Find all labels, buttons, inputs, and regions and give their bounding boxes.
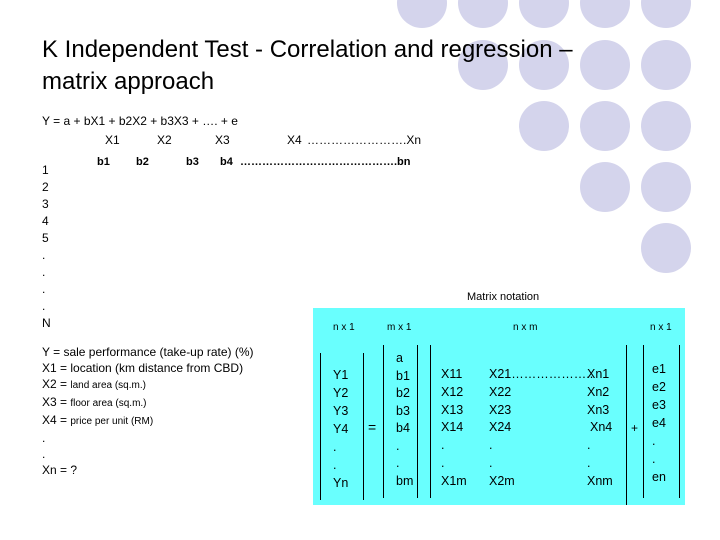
row-number-list (42, 162, 51, 332)
y-cell: Yn (333, 476, 349, 490)
b-cell: b2 (396, 386, 410, 400)
x-cell: . (441, 438, 445, 453)
x-header: X1 (105, 133, 120, 147)
definition-x1: X1 = location (km distance from CBD) (42, 361, 244, 375)
x-cell: Xn3 (587, 402, 610, 417)
variable-definitions (42, 344, 254, 478)
title-line-1: K Independent Test - Correlation and regression – (42, 36, 573, 63)
definition-y: Y = sale performance (take-up rate) (%) (42, 345, 254, 359)
y-cell: . (333, 458, 337, 472)
bracket-line (430, 345, 431, 498)
x-cell: Xn4 (590, 420, 613, 435)
bracket-line (679, 345, 680, 498)
plus-sign: + (631, 421, 639, 435)
x-header: …………………….Xn (307, 133, 422, 147)
e-vector (652, 360, 666, 486)
b-cell: b1 (396, 368, 410, 383)
x-cell: X13 (441, 402, 464, 417)
bracket-line (363, 353, 364, 500)
x-cell: X24 (489, 420, 512, 435)
definition-x4: X4 = price per unit (RM) (42, 413, 154, 427)
row-number: . (42, 265, 46, 279)
y-cell: Y4 (333, 422, 349, 436)
x-matrix-col-n (587, 366, 613, 491)
row-number: . (42, 282, 46, 296)
x-header: X2 (157, 133, 172, 147)
y-cell: . (333, 440, 337, 454)
x-cell: Xn1 (587, 367, 610, 381)
row-number: N (42, 316, 51, 330)
x-cell: . (587, 438, 591, 453)
b-cell: b4 (396, 421, 410, 435)
b-header: b3 (186, 156, 199, 168)
row-number: 3 (42, 197, 49, 211)
slide-title (42, 34, 573, 98)
b-cell: b3 (396, 403, 410, 418)
regression-equation: Y = a + bX1 + b2X2 + b3X3 + …. + e (42, 114, 238, 128)
dim-label: n x m (513, 322, 538, 333)
definition-x2: X2 = land area (sq.m.) (42, 377, 146, 391)
b-header: …………………………………….bn (240, 156, 411, 168)
row-number: . (42, 299, 46, 313)
x-cell: X21……………….. (489, 367, 594, 381)
definition-xn: Xn = ? (42, 463, 78, 477)
row-number: 1 (42, 163, 49, 177)
b-vector (396, 350, 413, 490)
bracket-line (626, 345, 627, 505)
row-number: 4 (42, 214, 49, 228)
bracket-line (320, 353, 321, 500)
x-matrix-col-1 (441, 366, 467, 491)
x-cell: Xn2 (587, 384, 610, 399)
e-cell: . (652, 452, 656, 466)
dim-label: n x 1 (333, 322, 355, 333)
y-vector (333, 366, 348, 492)
x-cell: X1m (441, 473, 467, 488)
b-header: b4 (220, 156, 233, 168)
b-cell: a (396, 351, 403, 365)
title-line-2: matrix approach (42, 68, 215, 95)
definition-dot: . (42, 431, 46, 445)
equals-sign: = (368, 419, 377, 435)
e-cell: e1 (652, 362, 666, 376)
row-number: 2 (42, 180, 49, 194)
e-cell: e4 (652, 416, 666, 430)
y-cell: Y2 (333, 386, 349, 400)
e-cell: e2 (652, 380, 666, 394)
definition-dot: . (42, 447, 46, 461)
b-header: b1 (97, 156, 110, 168)
x-cell: X14 (441, 420, 464, 435)
row-number: . (42, 248, 46, 262)
x-cell: Xnm (587, 473, 613, 488)
dim-label: m x 1 (387, 322, 412, 333)
x-cell: . (587, 455, 591, 470)
x-header: X3 (215, 133, 230, 147)
x-cell: X12 (441, 384, 464, 399)
e-cell: en (652, 470, 666, 484)
b-cell: . (396, 456, 400, 470)
x-cell: X11 (441, 367, 463, 381)
x-cell: X2m (489, 473, 515, 488)
bracket-line (643, 345, 644, 498)
b-header: b2 (136, 156, 149, 168)
x-cell: . (489, 455, 493, 470)
y-cell: Y1 (333, 368, 349, 382)
x-header: X4 (287, 133, 302, 147)
bracket-line (417, 345, 418, 498)
bracket-line (383, 345, 384, 498)
row-number: 5 (42, 231, 49, 245)
e-cell: . (652, 434, 656, 448)
b-cell: . (396, 438, 400, 453)
b-cell: bm (396, 473, 414, 488)
definition-x3: X3 = floor area (sq.m.) (42, 395, 147, 409)
x-matrix-col-2 (489, 366, 593, 491)
y-cell: Y3 (333, 404, 349, 418)
x-cell: X23 (489, 402, 512, 417)
dim-label: n x 1 (650, 322, 672, 333)
x-cell: . (489, 438, 493, 453)
x-cell: X22 (489, 384, 512, 399)
e-cell: e3 (652, 398, 666, 412)
x-cell: . (441, 455, 445, 470)
matrix-caption: Matrix notation (467, 291, 540, 303)
